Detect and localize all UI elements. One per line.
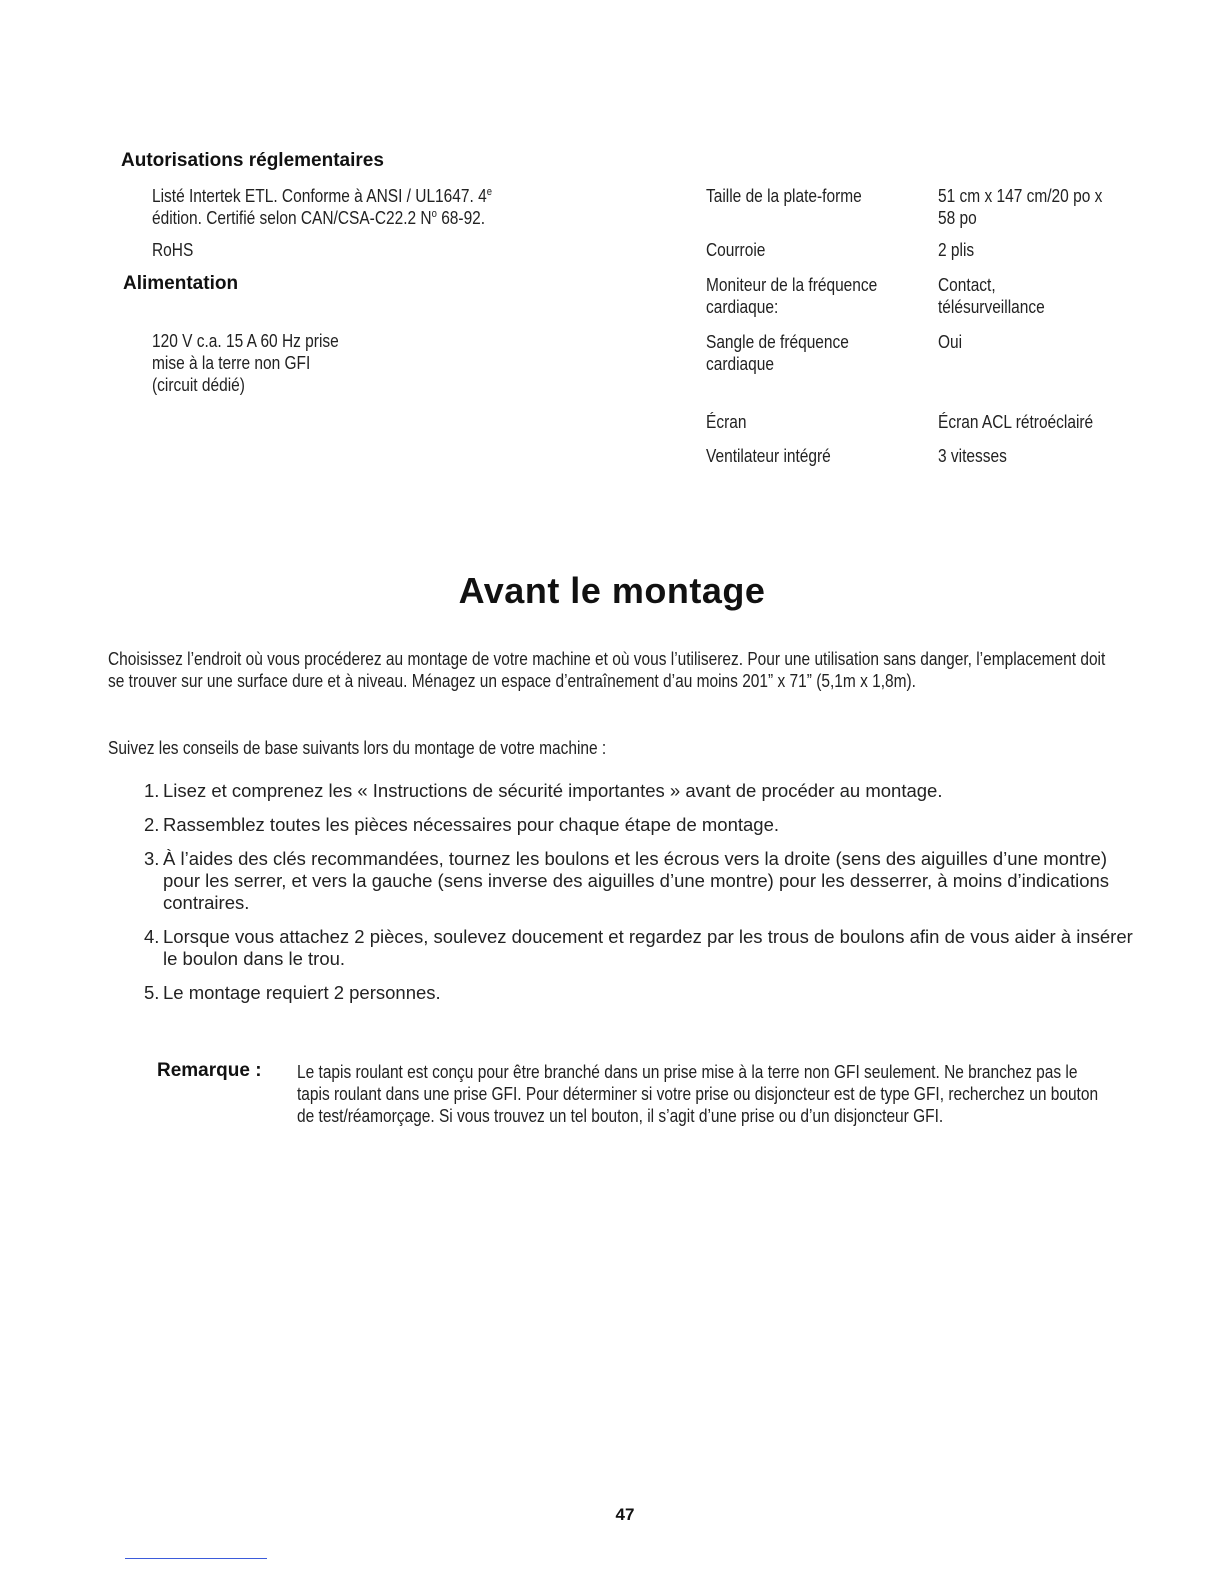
spec-value-belt: 2 plis: [938, 240, 975, 260]
regulatory-line1: Listé Intertek ETL. Conforme à ANSI / UL1647. 4: [152, 186, 487, 206]
spec-label-hr-monitor: Moniteur de la fréquence cardiaque:: [706, 275, 878, 317]
step-number: 1.: [144, 780, 160, 801]
rohs-label: RoHS: [152, 240, 194, 260]
list-item: [144, 780, 1134, 802]
step-text: À l’aides des clés recommandées, tournez les boulons et les écrous vers la droite (sens des aiguilles d’une montre) pour les serrer, et vers la gauche (sens inverse des aiguilles d’une montre) pour les desserrer, à moins d’indications contraires.: [163, 848, 1110, 913]
assembly-intro: Choisissez l’endroit où vous procéderez au montage de votre machine et où vous l’utiliserez. Pour une utilisation sans danger, l’emplacement doit se trouver sur une surface dure et à niveau. Ménagez un espace d’entraînement d’au moins 201” x 71” (5,1m x 1,8m).: [108, 649, 1106, 691]
list-item: [144, 848, 1134, 914]
spec-value-screen: Écran ACL rétroéclairé: [938, 412, 1094, 432]
spec-value-hr-strap: Oui: [938, 332, 963, 352]
regulatory-line2-sup: o: [431, 208, 437, 220]
regulatory-heading: Autorisations réglementaires: [121, 150, 384, 171]
list-item: [144, 926, 1134, 970]
power-text: 120 V c.a. 15 A 60 Hz prise mise à la terre non GFI (circuit dédié): [152, 331, 339, 395]
regulatory-certification: [152, 185, 634, 229]
spec-label-hr-strap: Sangle de fréquence cardiaque: [706, 332, 849, 374]
assembly-tips-intro: Suivez les conseils de base suivants lors du montage de votre machine :: [108, 738, 607, 758]
regulatory-line2b: 68-92.: [436, 208, 486, 228]
section-title: Avant le montage: [458, 570, 766, 611]
page-number: 47: [615, 1505, 635, 1524]
regulatory-line1-sup: e: [486, 186, 492, 198]
note-text: Le tapis roulant est conçu pour être branché dans un prise mise à la terre non GFI seulement. Ne branchez pas le tapis roulant dans une prise GFI. Pour déterminer si votre prise ou disjoncteur est de type GFI, recherchez un bouton de test/réamorçage. Si vous trouvez un tel bouton, il s’agit d’une prise ou d’un disjoncteur GFI.: [297, 1062, 1099, 1126]
note-label: Remarque :: [157, 1060, 262, 1081]
spec-label-belt: Courroie: [706, 240, 766, 260]
footer-divider: [125, 1558, 267, 1559]
step-number: 3.: [144, 848, 160, 869]
spec-label-platform: Taille de la plate-forme: [706, 186, 862, 206]
power-heading: Alimentation: [123, 273, 239, 294]
step-number: 4.: [144, 926, 160, 947]
list-item: [144, 814, 1134, 836]
step-text: Lisez et comprenez les « Instructions de sécurité importantes » avant de procéder au montage.: [163, 780, 943, 801]
step-number: 5.: [144, 982, 160, 1003]
assembly-steps-list: [144, 780, 1134, 1016]
step-text: Lorsque vous attachez 2 pièces, soulevez doucement et regardez par les trous de boulons afin de vous aider à insérer le boulon dans le trou.: [163, 926, 1133, 969]
list-item: [144, 982, 1134, 1004]
step-text: Le montage requiert 2 personnes.: [163, 982, 441, 1003]
spec-label-fan: Ventilateur intégré: [706, 446, 831, 466]
step-number: 2.: [144, 814, 160, 835]
spec-label-screen: Écran: [706, 412, 747, 432]
step-text: Rassemblez toutes les pièces nécessaires pour chaque étape de montage.: [163, 814, 780, 835]
regulatory-line2a: édition. Certifié selon CAN/CSA-C22.2 N: [152, 208, 432, 228]
spec-value-platform: 51 cm x 147 cm/20 po x 58 po: [938, 186, 1103, 228]
spec-value-hr-monitor: Contact, télésurveillance: [938, 275, 1045, 317]
spec-value-fan: 3 vitesses: [938, 446, 1007, 466]
